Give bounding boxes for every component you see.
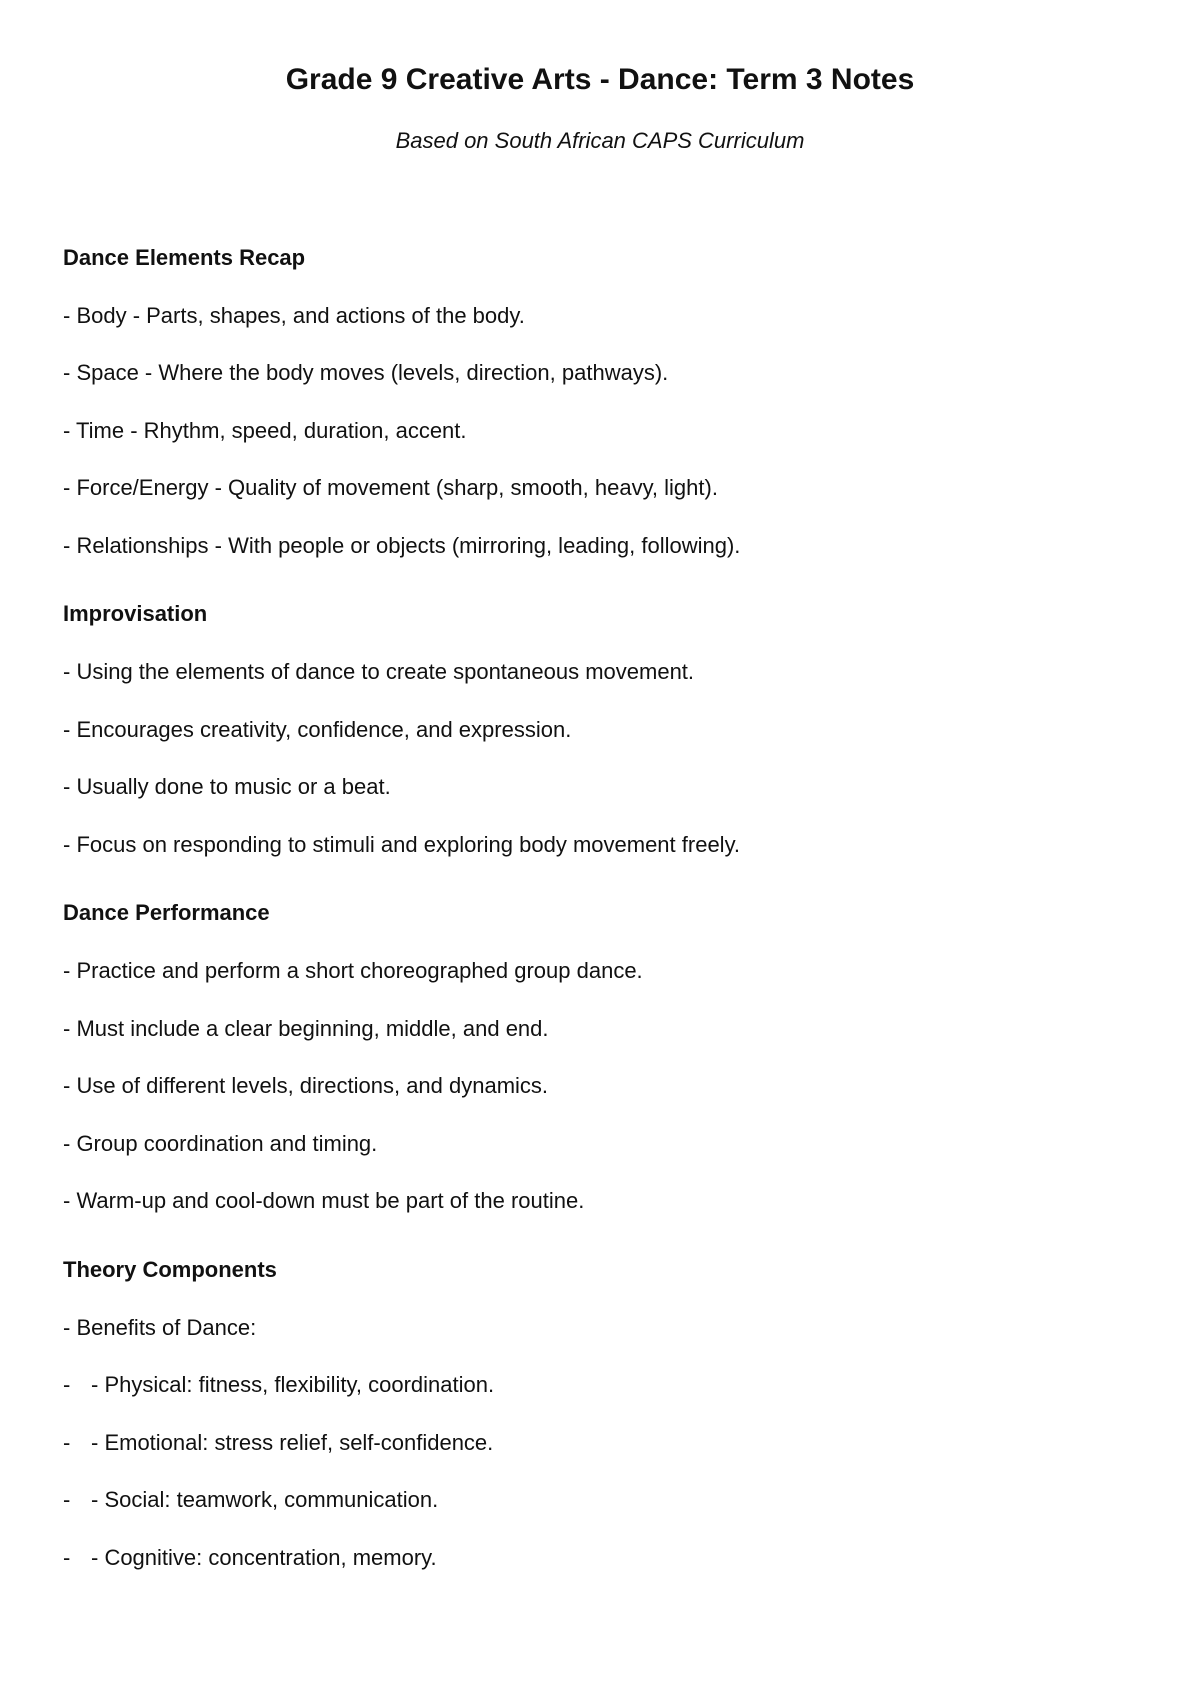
sub-list-text: - Emotional: stress relief, self-confidence. (91, 1430, 494, 1455)
sub-list-text: - Cognitive: concentration, memory. (91, 1545, 437, 1570)
page-title: Grade 9 Creative Arts - Dance: Term 3 Notes (285, 63, 915, 96)
list-item: - Warm-up and cool-down must be part of the routine. (63, 1188, 585, 1213)
list-item: - Benefits of Dance: (63, 1315, 257, 1340)
section-heading-theory-components: Theory Components (63, 1257, 277, 1282)
list-item: - Time - Rhythm, speed, duration, accent. (63, 418, 467, 443)
page-subtitle: Based on South African CAPS Curriculum (395, 128, 805, 153)
list-item: - Usually done to music or a beat. (63, 774, 391, 799)
sub-list-item (63, 1544, 437, 1572)
list-item: - Space - Where the body moves (levels, direction, pathways). (63, 360, 669, 385)
list-item: - Use of different levels, directions, and dynamics. (63, 1073, 549, 1098)
section-heading-dance-performance: Dance Performance (63, 900, 270, 925)
sub-list-item (63, 1371, 494, 1399)
list-item: - Body - Parts, shapes, and actions of the body. (63, 303, 525, 328)
section-heading-improvisation: Improvisation (63, 601, 208, 626)
sub-list-item (63, 1486, 438, 1514)
list-item: - Must include a clear beginning, middle, and end. (63, 1016, 549, 1041)
list-item: - Using the elements of dance to create spontaneous movement. (63, 659, 695, 684)
list-item: - Group coordination and timing. (63, 1131, 378, 1156)
list-item: - Focus on responding to stimuli and exploring body movement freely. (63, 832, 741, 857)
section-heading-dance-elements: Dance Elements Recap (63, 245, 306, 270)
sub-list-dash: - (63, 1545, 71, 1570)
sub-list-dash: - (63, 1487, 71, 1512)
sub-list-text: - Social: teamwork, communication. (91, 1487, 439, 1512)
sub-list-item (63, 1429, 493, 1457)
sub-list-dash: - (63, 1372, 71, 1397)
list-item: - Relationships - With people or objects (mirroring, leading, following). (63, 533, 741, 558)
list-item: - Force/Energy - Quality of movement (sharp, smooth, heavy, light). (63, 475, 718, 500)
list-item: - Practice and perform a short choreographed group dance. (63, 958, 643, 983)
sub-list-text: - Physical: fitness, flexibility, coordination. (91, 1372, 495, 1397)
list-item: - Encourages creativity, confidence, and expression. (63, 717, 572, 742)
sub-list-dash: - (63, 1430, 71, 1455)
